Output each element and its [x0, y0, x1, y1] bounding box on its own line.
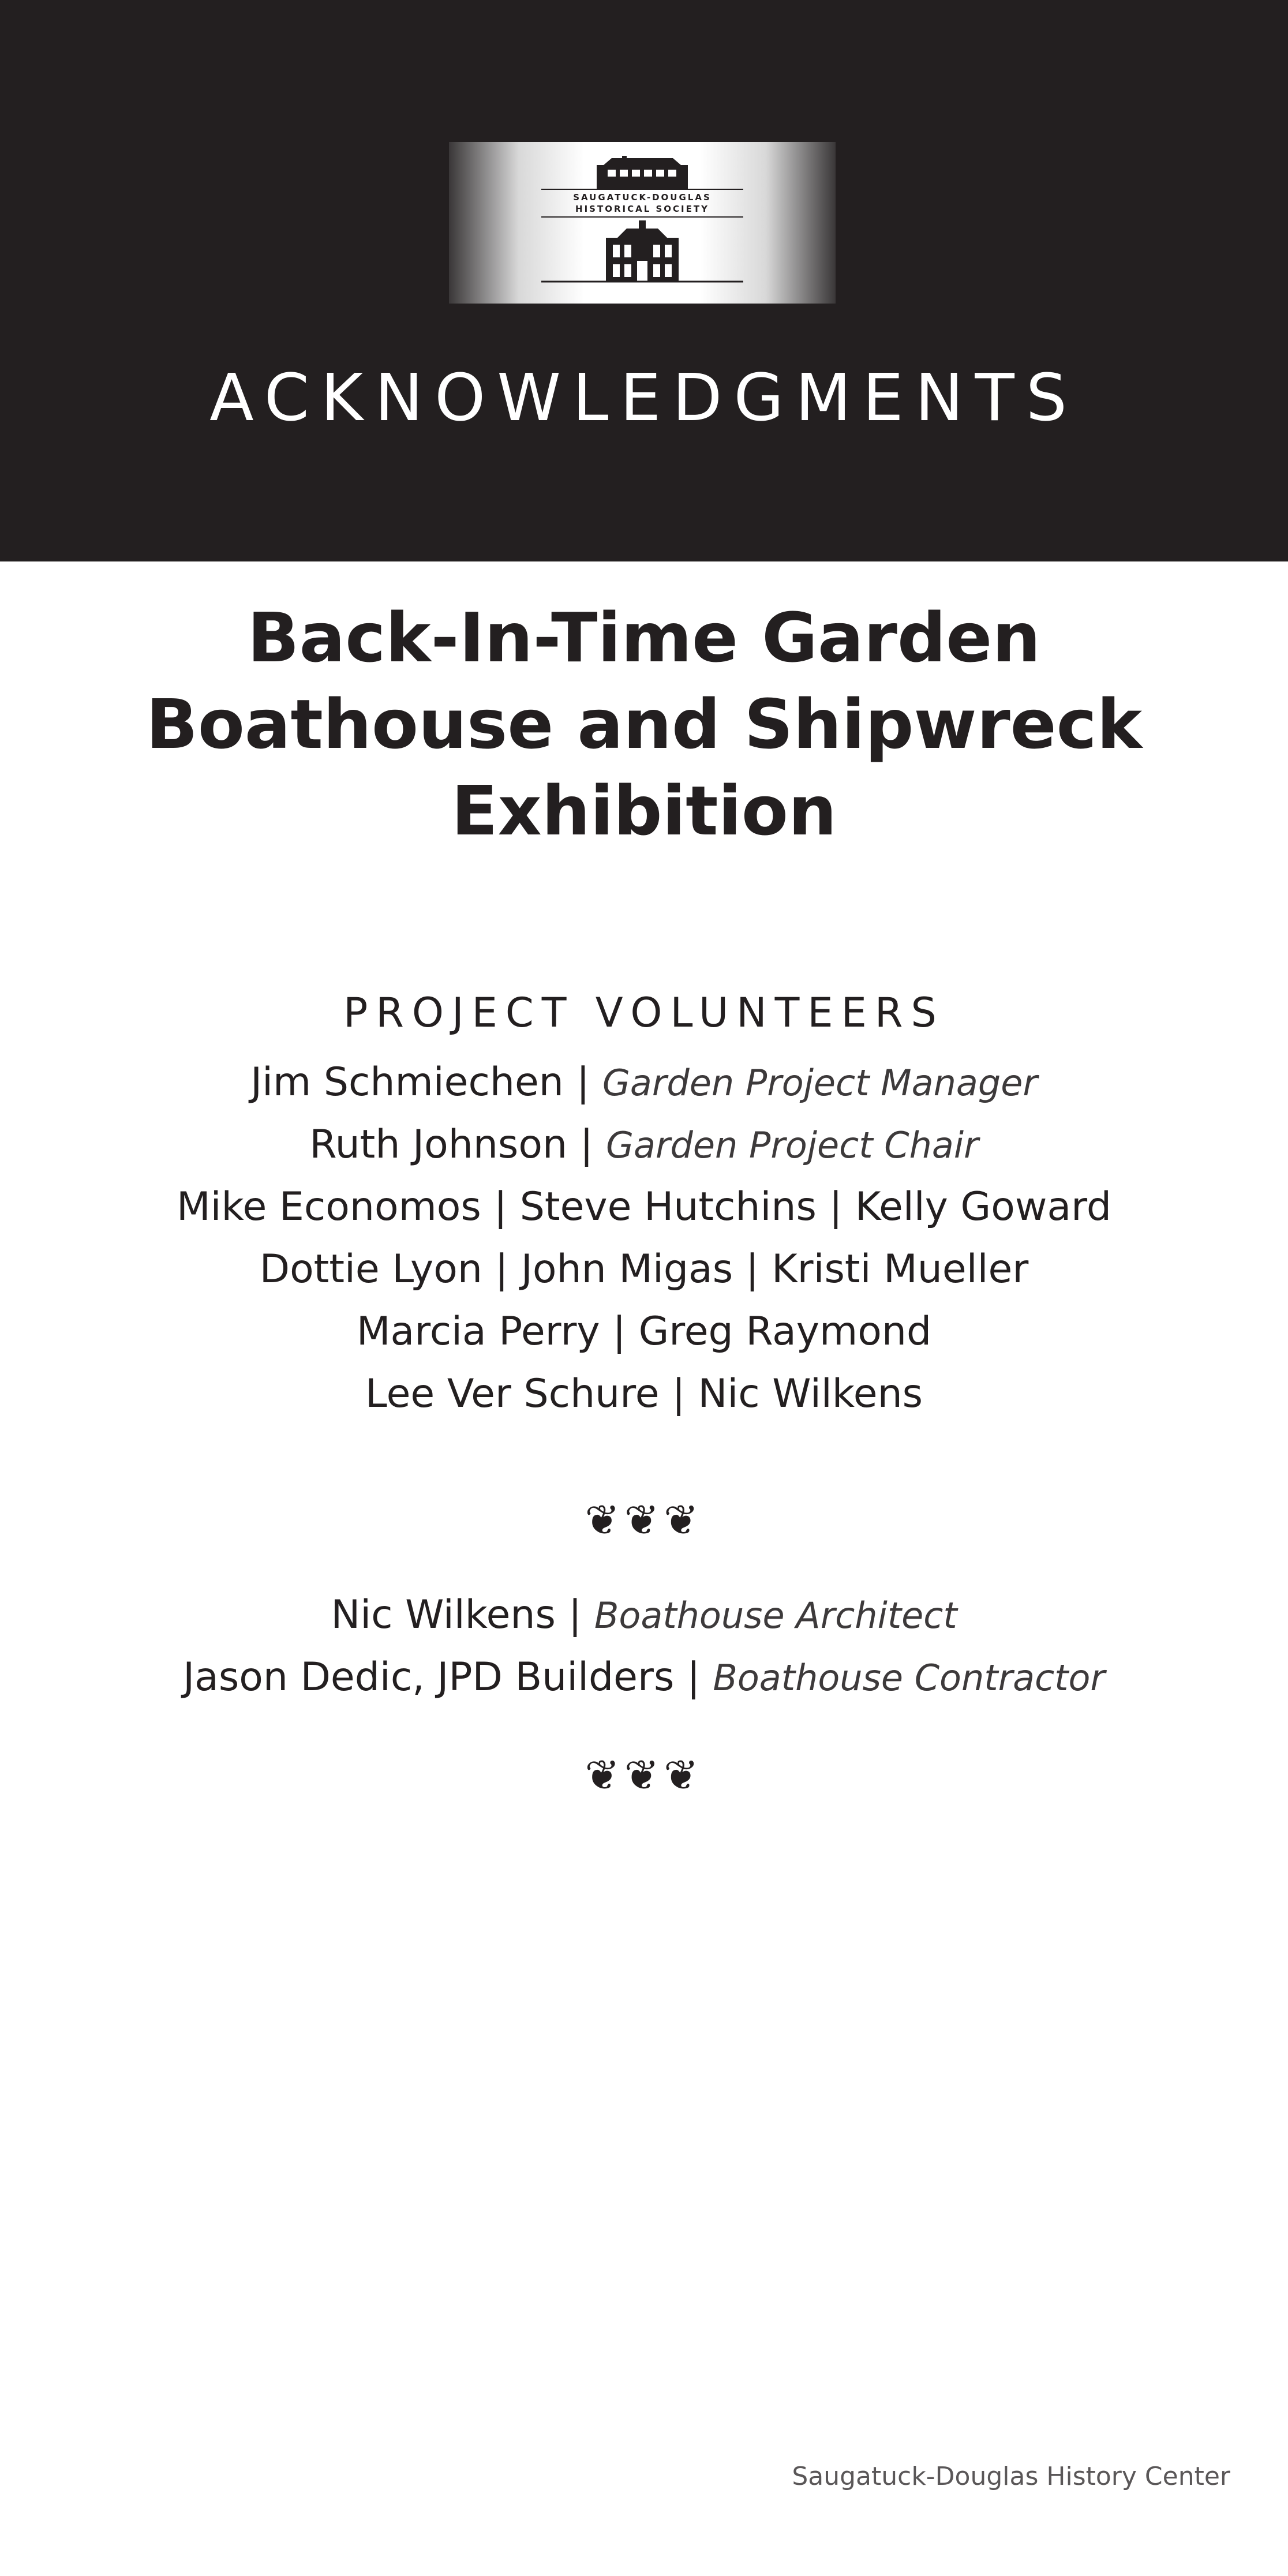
volunteer-name: Kristi Mueller: [772, 1246, 1029, 1292]
volunteer-line: [0, 1301, 1288, 1363]
volunteer-role: Garden Project Chair: [605, 1124, 979, 1166]
exhibition-title-line2: Boathouse and Shipwreck: [145, 684, 1143, 764]
separator: |: [672, 1371, 686, 1417]
volunteer-name: Nic Wilkens: [698, 1371, 923, 1417]
logo-text-line1: SAUGATUCK-DOUGLAS: [573, 192, 712, 203]
separator: |: [612, 1309, 626, 1354]
volunteer-name: John Migas: [521, 1246, 733, 1292]
volunteer-line: [0, 1051, 1288, 1114]
separator: |: [495, 1246, 508, 1292]
separator: |: [829, 1184, 843, 1230]
exhibition-title-line1: Back-In-Time Garden: [247, 598, 1041, 677]
logo-text-line2: HISTORICAL SOCIETY: [575, 204, 709, 214]
credit-role: Boathouse Contractor: [713, 1657, 1105, 1699]
building-icon: [449, 142, 836, 304]
volunteer-name: Mike Economos: [176, 1184, 481, 1230]
separator: |: [746, 1246, 759, 1292]
section-label-volunteers: PROJECT VOLUNTEERS: [343, 989, 945, 1036]
page-title: ACKNOWLEDGMENTS: [209, 361, 1079, 436]
volunteer-line: [0, 1114, 1288, 1176]
volunteer-name: Marcia Perry: [356, 1309, 600, 1354]
volunteer-line: [0, 1363, 1288, 1425]
credit-line: [0, 1584, 1288, 1646]
historical-society-logo: [449, 142, 836, 304]
credit-name: Jason Dedic, JPD Builders: [183, 1654, 675, 1700]
ornament-divider: ❦❦❦: [585, 1751, 703, 1799]
footer-credit: Saugatuck-Douglas History Center: [792, 2462, 1230, 2491]
volunteer-name: Dottie Lyon: [259, 1246, 482, 1292]
separator: |: [576, 1059, 590, 1105]
volunteer-line: [0, 1176, 1288, 1238]
separator: |: [687, 1654, 701, 1700]
ornament-divider: ❦❦❦: [585, 1496, 703, 1544]
credits-list: [0, 1584, 1288, 1709]
credit-name: Nic Wilkens: [331, 1592, 556, 1638]
volunteer-line: [0, 1238, 1288, 1301]
volunteer-name: Kelly Goward: [855, 1184, 1112, 1230]
separator: |: [493, 1184, 507, 1230]
separator: |: [580, 1122, 593, 1167]
exhibition-title-line3: Exhibition: [451, 771, 837, 851]
credit-role: Boathouse Architect: [594, 1594, 957, 1637]
volunteer-name: Greg Raymond: [638, 1309, 932, 1354]
separator: |: [568, 1592, 582, 1638]
volunteer-list: [0, 1051, 1288, 1425]
credit-line: [0, 1646, 1288, 1709]
volunteer-name: Steve Hutchins: [519, 1184, 817, 1230]
volunteer-name: Jim Schmiechen: [250, 1059, 564, 1105]
volunteer-name: Ruth Johnson: [309, 1122, 568, 1167]
header-band: [0, 0, 1288, 561]
volunteer-role: Garden Project Manager: [602, 1062, 1038, 1104]
volunteer-name: Lee Ver Schure: [365, 1371, 660, 1417]
exhibition-title: [0, 594, 1288, 854]
